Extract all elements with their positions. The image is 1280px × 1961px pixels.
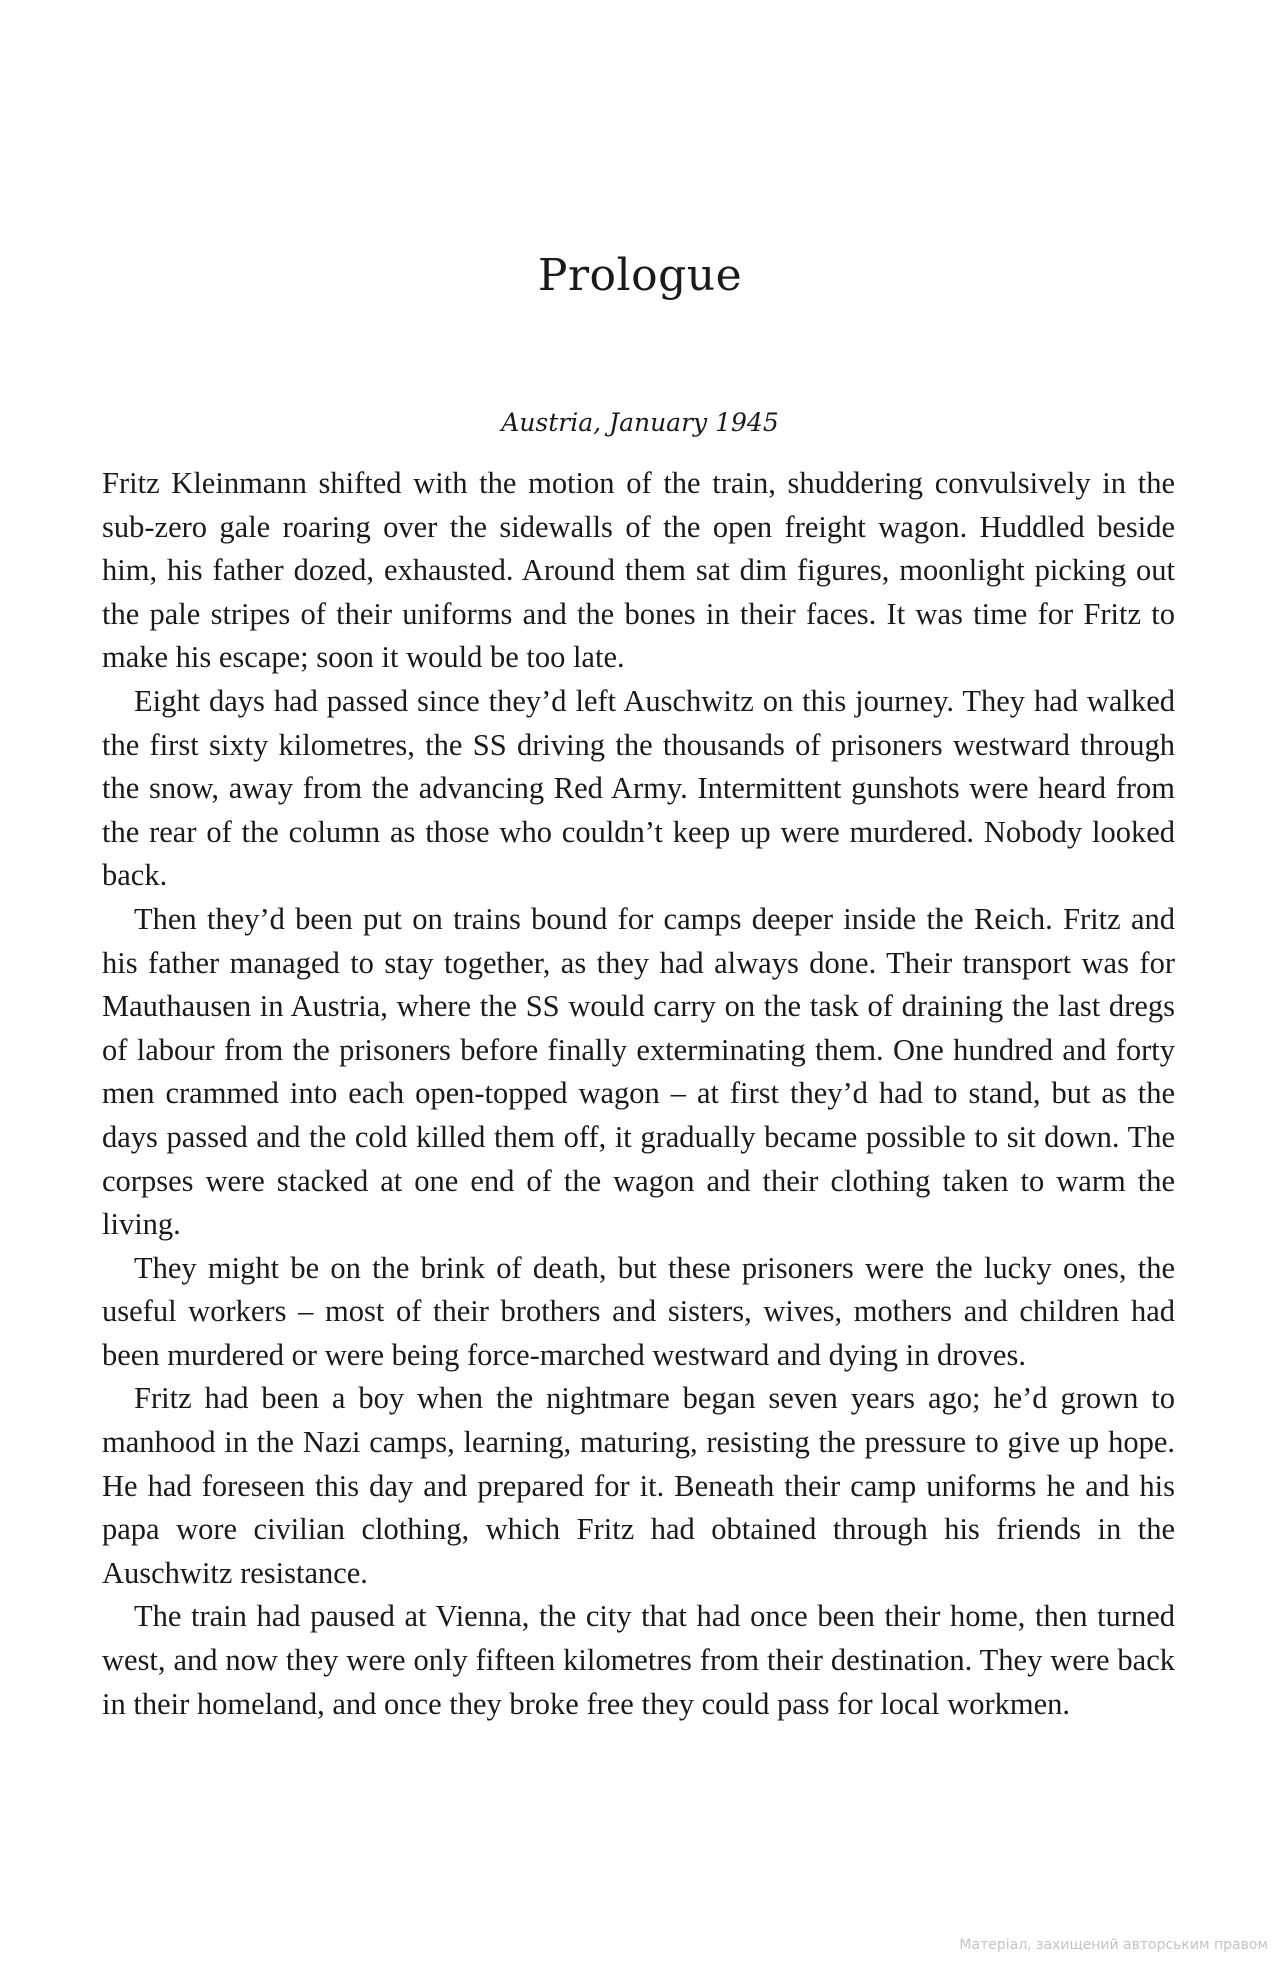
copyright-watermark: Матеріал, захищений авторським правом: [959, 1937, 1268, 1953]
paragraph: The train had paused at Vienna, the city that had once been their home, then turned west, and now they were only fifteen kilometres from their destination. They were back in their homeland, and once they broke free they could pass for local workmen.: [102, 1599, 1175, 1721]
paragraph: Fritz Kleinmann shifted with the motion of the train, shuddering convulsively in the sub-zero gale roaring over the sidewalls of the open freight wagon. Huddled beside him, his father dozed, exhausted. Around them sat dim figures, moonlight picking out the pale stripes of their uniforms and the bones in their faces. It was time for Fritz to make his escape; soon it would be too late.: [102, 466, 1175, 675]
chapter-dateline: Austria, January 1945: [501, 408, 779, 437]
body-text: [102, 462, 1175, 1726]
paragraph: They might be on the brink of death, but these prisoners were the lucky ones, the useful workers – most of their brothers and sisters, wives, mothers and children had been murdered or were being force-marched westward and dying in droves.: [102, 1250, 1175, 1372]
paragraph: Eight days had passed since they’d left Auschwitz on this journey. They had walked the first sixty kilometres, the SS driving the thousands of prisoners westward through the snow, away from the advancing Red Army. Intermittent gunshots were heard from the rear of the column as those who couldn’t keep up were murdered. Nobody looked back.: [102, 683, 1175, 893]
paragraph: Then they’d been put on trains bound for camps deeper inside the Reich. Fritz and his father managed to stay together, as they had always done. Their transport was for Mauthausen in Austria, where the SS would carry on the task of draining the last dregs of labour from the prisoners before finally exterminating them. One hundred and forty men crammed into each open-topped wagon – at first they’d had to stand, but as the days passed and the cold killed them off, it gradually became possible to sit down. The corpses were stacked at one end of the wagon and their clothing taken to warm the living.: [102, 901, 1175, 1242]
paragraph: Fritz had been a boy when the nightmare began seven years ago; he’d grown to manhood in the Nazi camps, learning, maturing, resisting the pressure to give up hope. He had foreseen this day and prepared for it. Beneath their camp uniforms he and his papa wore civilian clothing, which Fritz had obtained through his friends in the Auschwitz resistance.: [102, 1381, 1175, 1590]
chapter-title: Prologue: [537, 250, 743, 301]
